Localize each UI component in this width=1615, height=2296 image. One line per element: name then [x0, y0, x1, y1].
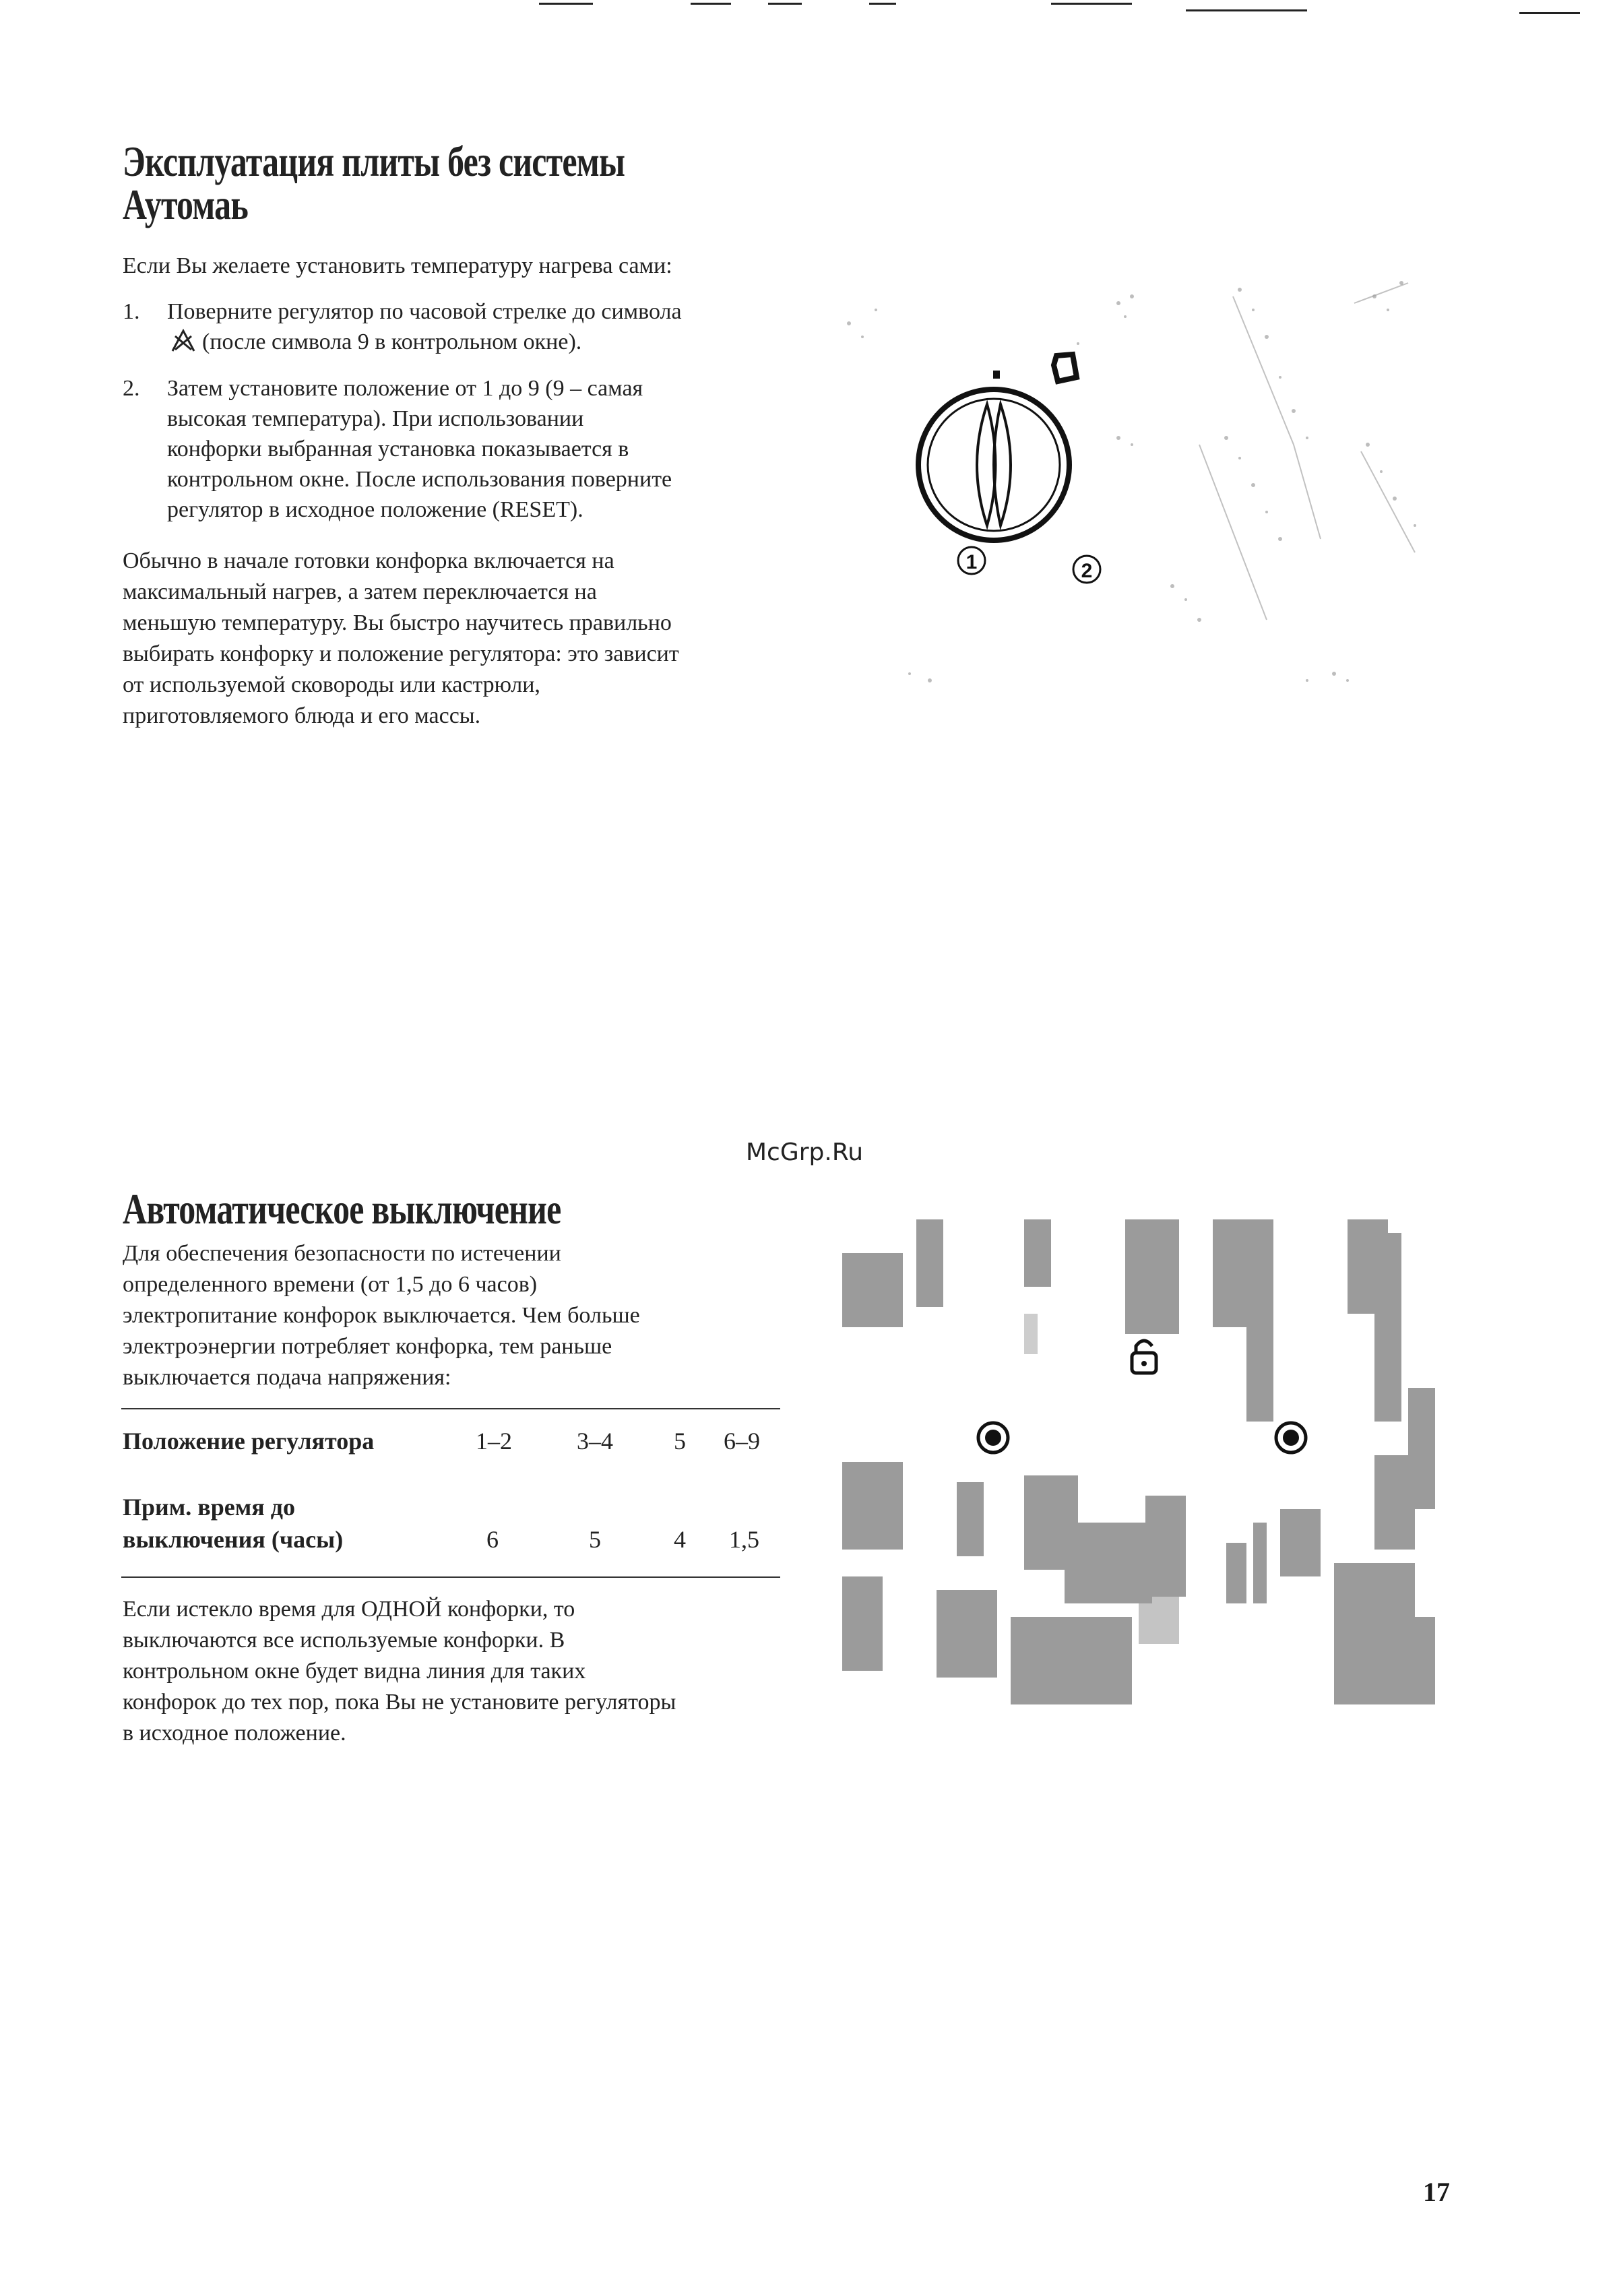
- table-top-rule: [121, 1408, 780, 1409]
- control-knob-figure: [835, 243, 1455, 714]
- step-text-line: (после символа 9 в контрольном окне).: [202, 329, 582, 354]
- scan-line: [691, 3, 731, 5]
- scan-line: [869, 3, 896, 5]
- paragraph-line: выбирать конфорку и положение регулятора: это зависит: [123, 641, 679, 666]
- table-cell: 6: [486, 1526, 499, 1553]
- x-symbol-icon: [170, 328, 197, 354]
- section2-intro: [123, 1238, 796, 1393]
- step-number: 2.: [123, 376, 140, 401]
- paragraph-line: Обычно в начале готовки конфорка включается на: [123, 548, 614, 573]
- paragraph-line: приготовляемого блюда и его массы.: [123, 703, 481, 728]
- section2-outro: [123, 1594, 796, 1749]
- paragraph-line: меньшую температуру. Вы быстро научитесь правильно: [123, 610, 672, 635]
- step-text-line: регулятор в исходное положение (RESET).: [167, 497, 583, 522]
- paragraph-line: в исходное положение.: [123, 1721, 346, 1746]
- table-cell: 3–4: [577, 1428, 613, 1455]
- scan-line: [539, 3, 593, 5]
- table-cell: 5: [674, 1428, 686, 1455]
- table-cell: 1,5: [729, 1526, 759, 1553]
- scan-line: [1051, 3, 1132, 5]
- step-1: [123, 296, 783, 361]
- watermark: McGrp.Ru: [746, 1139, 864, 1166]
- step-text-line: контрольном окне. После использования поверните: [167, 467, 672, 492]
- table-row-label: Положение регулятора: [123, 1428, 375, 1455]
- table-cell: 5: [589, 1526, 601, 1553]
- step-text-line: конфорки выбранная установка показывается в: [167, 437, 629, 461]
- step-text-line: высокая температура). При использовании: [167, 406, 584, 431]
- section2-title: Автоматическое выключение: [123, 1185, 561, 1233]
- paragraph-line: максимальный нагрев, а затем переключается на: [123, 579, 597, 604]
- burner-indicator-icon: [1276, 1423, 1306, 1453]
- figure-label-1: 1: [965, 551, 978, 573]
- table-row-label: выключения (часы): [123, 1526, 344, 1553]
- paragraph-line: Для обеспечения безопасности по истечении: [123, 1241, 561, 1266]
- scan-line: [1186, 9, 1307, 11]
- scan-line: [1519, 12, 1580, 14]
- table-bottom-rule: [121, 1576, 780, 1578]
- section1-paragraph: [123, 546, 796, 732]
- paragraph-line: конфорок до тех пор, пока Вы не установите регуляторы: [123, 1690, 676, 1715]
- paragraph-line: контрольном окне будет видна линия для таких: [123, 1659, 586, 1684]
- step-text-line: Затем установите положение от 1 до 9 (9 – самая: [167, 376, 643, 401]
- section1-intro: Если Вы желаете установить температуру нагрева сами:: [123, 253, 672, 278]
- scan-line: [768, 3, 802, 5]
- paragraph-line: выключается подача напряжения:: [123, 1365, 451, 1390]
- paragraph-line: электропитание конфорок выключается. Чем больше: [123, 1303, 640, 1328]
- burner-symbol-icon: [1054, 354, 1077, 381]
- paragraph-line: от используемой сковороды или кастрюли,: [123, 672, 540, 697]
- step-2: [123, 373, 783, 530]
- paragraph-line: Если истекло время для ОДНОЙ конфорки, то: [123, 1597, 575, 1622]
- table-cell: 1–2: [476, 1428, 512, 1455]
- figure-label-2: 2: [1081, 560, 1093, 582]
- step-text-line: Поверните регулятор по часовой стрелке до символа: [167, 299, 682, 324]
- page-number: 17: [1423, 2177, 1450, 2207]
- paragraph-line: выключаются все используемые конфорки. В: [123, 1628, 565, 1653]
- section1-title-line1: Эксплуатация плиты без системы: [123, 137, 625, 185]
- burner-indicator-icon: [978, 1423, 1008, 1453]
- lock-icon: [1132, 1341, 1156, 1373]
- paragraph-line: электроэнергии потребляет конфорка, тем раньше: [123, 1334, 612, 1359]
- cooktop-panel-figure: [835, 1213, 1442, 1725]
- table-cell: 6–9: [724, 1428, 760, 1455]
- table-row-label: Прим. время до: [123, 1494, 295, 1521]
- section1-title-line2: Аутомаь: [123, 181, 248, 228]
- table-cell: 4: [674, 1526, 686, 1553]
- paragraph-line: определенного времени (от 1,5 до 6 часов): [123, 1272, 538, 1297]
- step-number: 1.: [123, 299, 140, 324]
